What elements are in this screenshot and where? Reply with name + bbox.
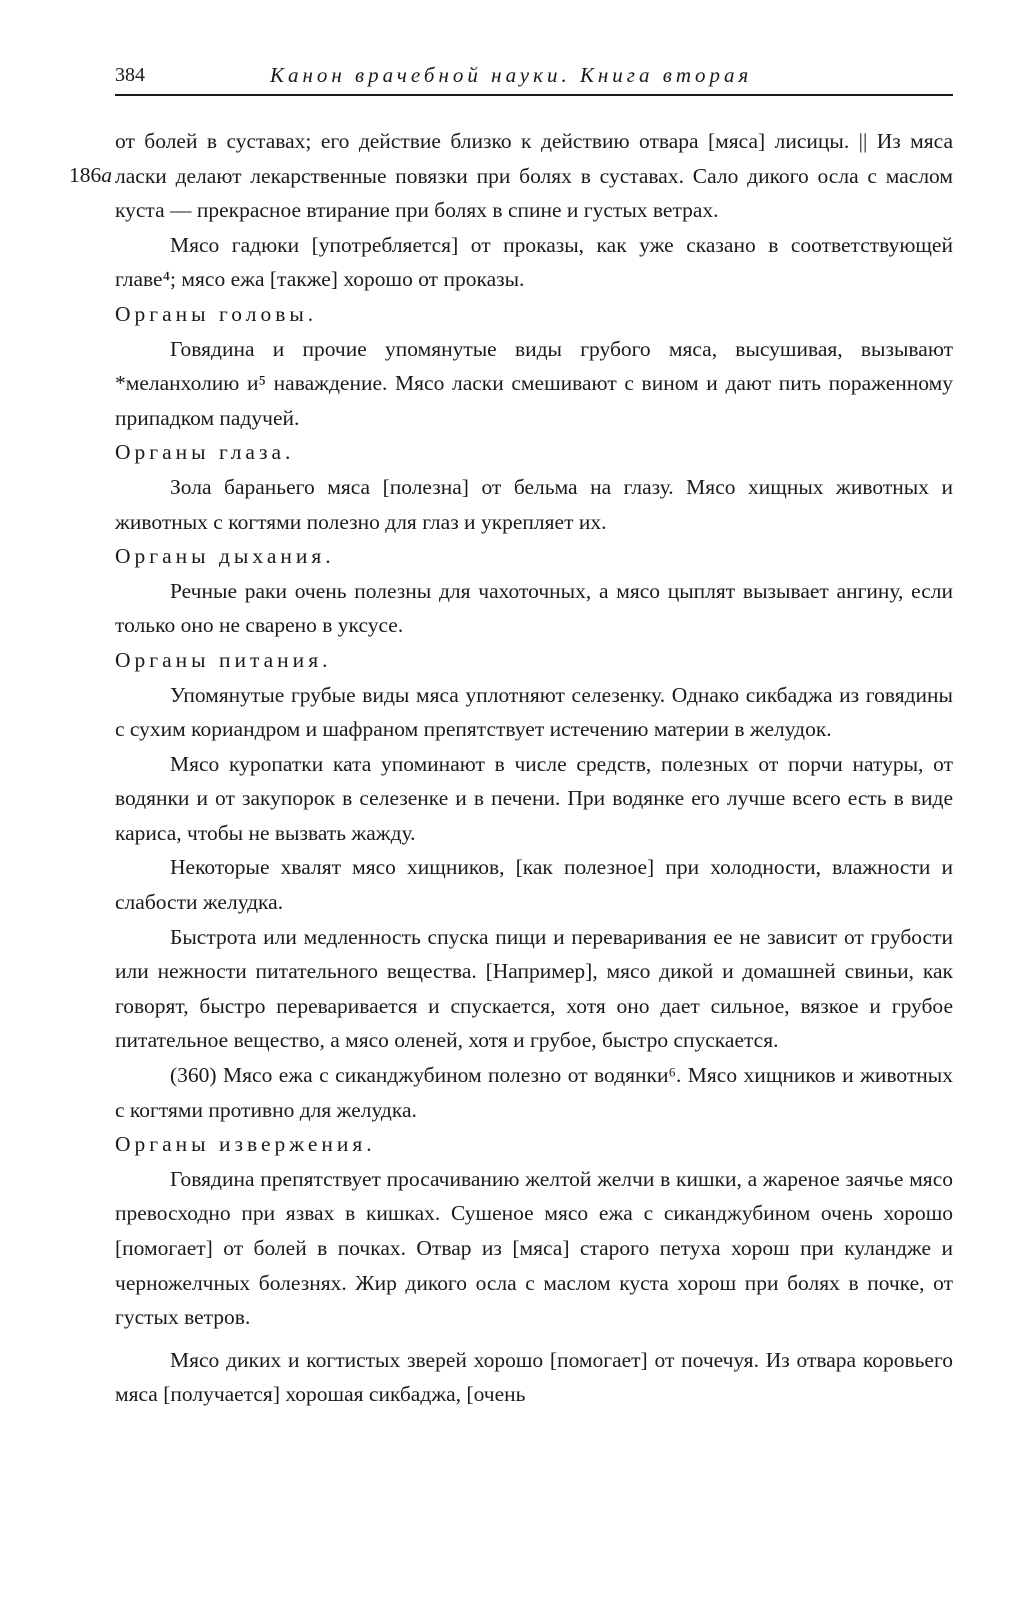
section-heading: Органы глаза. (115, 440, 295, 465)
margin-folio-letter: a (101, 163, 112, 187)
section-heading: Органы питания. (115, 647, 332, 672)
paragraph: Мясо куропатки ката упоминают в числе средств, полезных от порчи натуры, от водянки и от закупорок в селезенке и в печени. При водянке его лучше всего есть в виде кариса, чтобы не вызвать жажду. (115, 751, 953, 845)
paragraph: Некоторые хвалят мясо хищников, [как полезное] при холодности, влажности и слабости желудка. (115, 855, 953, 915)
margin-folio-note (69, 158, 112, 193)
body-text (115, 124, 953, 1412)
running-title: Канон врачебной науки. Книга вторая (270, 63, 753, 87)
paragraph: Мясо гадюки [употребляется] от проказы, как уже сказано в соответствующей главе⁴; мясо ежа [также] хорошо от проказы. (115, 232, 953, 292)
section-heading: Органы дыхания. (115, 544, 335, 569)
page-number: 384 (115, 64, 145, 86)
paragraph: Быстрота или медленность спуска пищи и переваривания ее не зависит от грубости или нежности питательного вещества. [Например], мясо дикой и домашней свиньи, как говорят, быстро переваривается и спускается, хотя оно дает сильное, вязкое и грубое питательное вещество, а мясо оленей, хотя и грубое, быстро спускается. (115, 924, 953, 1053)
running-header (115, 62, 953, 96)
paragraph: Мясо диких и когтистых зверей хорошо [помогает] от почечуя. Из отвара коровьего мяса [получается] хорошая сикбаджа, [очень (115, 1347, 953, 1407)
section-heading: Органы головы. (115, 301, 318, 326)
paragraph: Говядина препятствует просачиванию желтой желчи в кишки, а жареное заячье мясо превосходно при язвах в кишках. Сушеное мясо ежа с сиканджубином очень хорошо [помогает] от болей в почках. Отвар из [мяса] старого петуха хорош при куландже и черножелчных болезнях. Жир дикого осла с маслом куста хорош при болях в почке, от густых ветров. (115, 1166, 953, 1330)
paragraph: Речные раки очень полезны для чахоточных, а мясо цыплят вызывает ангину, если только оно не сварено в уксусе. (115, 578, 953, 638)
section-heading: Органы извержения. (115, 1132, 376, 1157)
paragraph: Говядина и прочие упомянутые виды грубого мяса, высушивая, вызывают *меланхолию и⁵ наваждение. Мясо ласки смешивают с вином и дают пить пораженному припадком падучей. (115, 336, 953, 430)
margin-folio-number: 186 (69, 163, 102, 187)
paragraph: от болей в суставах; его действие близко к действию отвара [мяса] лисицы. || Из мяса ласки делают лекарственные повязки при болях в суставах. Сало дикого осла с маслом куста — прекрасное втирание при болях в спине и густых ветрах. (115, 129, 953, 223)
paragraph: Зола бараньего мяса [полезна] от бельма на глазу. Мясо хищных животных и животных с когтями полезно для глаз и укрепляет их. (115, 474, 953, 534)
paragraph: (360) Мясо ежа с сиканджубином полезно от водянки⁶. Мясо хищников и животных с когтями противно для желудка. (115, 1063, 953, 1122)
paragraph: Упомянутые грубые виды мяса уплотняют селезенку. Однако сикбаджа из говядины с сухим кориандром и шафраном препятствует истечению материи в желудок. (115, 682, 953, 742)
